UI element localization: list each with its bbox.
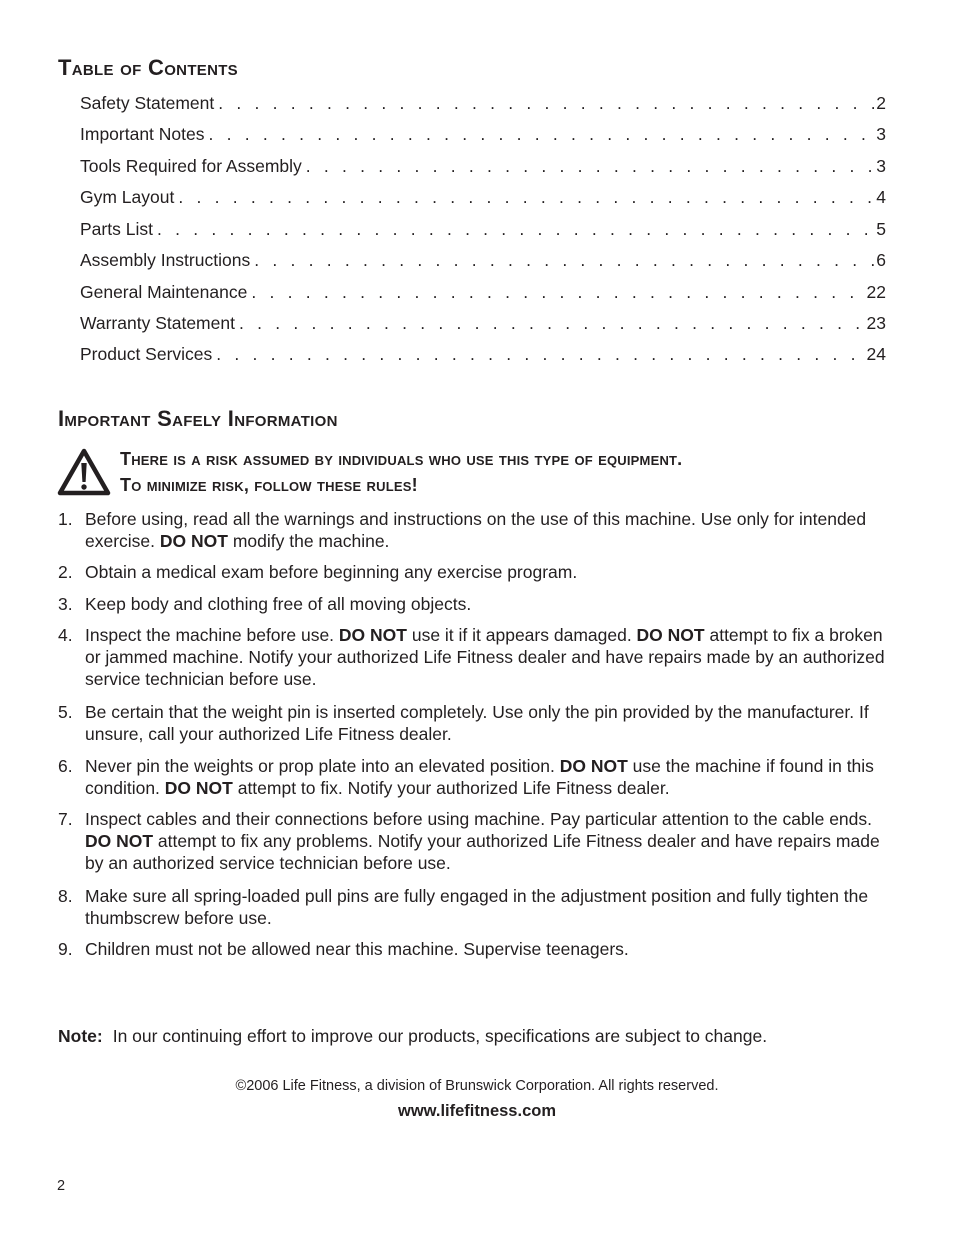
toc-entry-title: Parts List xyxy=(80,219,153,239)
safety-rule xyxy=(58,624,898,690)
rule-number: 4. xyxy=(58,625,73,645)
toc-dot-leader xyxy=(306,155,876,177)
toc-entry xyxy=(80,155,886,177)
warning-triangle-icon xyxy=(57,448,111,496)
toc-entry-title: Product Services xyxy=(80,344,213,364)
rule-text-part: modify the machine. xyxy=(227,531,390,551)
toc-dot-leader xyxy=(239,312,867,334)
toc-entry-page: 2 xyxy=(876,93,886,113)
rule-text xyxy=(85,938,898,960)
toc-entry-title: Important Notes xyxy=(80,124,205,144)
rule-emphasis: DO NOT xyxy=(636,625,705,645)
toc-entry xyxy=(80,343,886,365)
rule-text-part: Before using, read all the warnings and instructions on the use of this machine. Use only for intended exercise. xyxy=(85,509,867,551)
toc-dot-leader xyxy=(254,249,876,271)
note xyxy=(58,1025,767,1047)
toc-entry-title: Warranty Statement xyxy=(80,313,235,333)
warning-text-line-1: There is a risk assumed by individuals who use this type of equipment. xyxy=(120,449,683,469)
toc-entry-page: 22 xyxy=(866,282,886,302)
rule-number: 2. xyxy=(58,562,73,582)
rule-emphasis: DO NOT xyxy=(85,831,154,851)
toc-entry xyxy=(80,123,886,145)
rule-text xyxy=(85,508,898,552)
rule-text-part: Inspect cables and their connections before using machine. Pay particular attention to the cable ends. xyxy=(85,809,873,829)
rule-number: 6. xyxy=(58,756,73,776)
rule-number: 5. xyxy=(58,702,73,722)
safety-rule xyxy=(58,561,898,583)
rule-emphasis: DO NOT xyxy=(164,778,233,798)
rule-text-part: use it if it appears damaged. xyxy=(406,625,637,645)
note-text: In our continuing effort to improve our products, specifications are subject to change. xyxy=(112,1026,768,1046)
rule-text xyxy=(85,593,898,615)
toc-heading: Table of Contents xyxy=(58,55,238,80)
toc-entry-page: 3 xyxy=(876,156,886,176)
toc-entry-page: 3 xyxy=(876,124,886,144)
rule-text-part: Obtain a medical exam before beginning any exercise program. xyxy=(85,562,578,582)
rule-text-part: use the machine if found in this condition. xyxy=(85,756,874,798)
rule-number: 7. xyxy=(58,809,73,829)
toc-entry xyxy=(80,312,886,334)
rule-text-part: Children must not be allowed near this machine. Supervise teenagers. xyxy=(85,939,629,959)
toc-entry-title: Tools Required for Assembly xyxy=(80,156,302,176)
toc-entry-page: 5 xyxy=(876,219,886,239)
rule-text xyxy=(85,624,898,690)
rule-number: 1. xyxy=(58,509,73,529)
rule-text-part: attempt to fix a broken or jammed machine. Notify your authorized Life Fitness dealer and have repairs made by an authorized service technician before use. xyxy=(85,625,885,689)
toc-dot-leader xyxy=(157,218,876,240)
toc-dot-leader xyxy=(251,281,866,303)
toc-entry-page: 6 xyxy=(876,250,886,270)
rule-number: 3. xyxy=(58,594,73,614)
rule-number: 8. xyxy=(58,886,73,906)
rule-emphasis: DO NOT xyxy=(159,531,228,551)
toc-entry-page: 4 xyxy=(876,187,886,207)
rule-text-part: Be certain that the weight pin is inserted completely. Use only the pin provided by the manufacturer. If unsure, call your authorized Life Fitness dealer. xyxy=(85,702,869,744)
warning-text-line-2: To minimize risk, follow these rules! xyxy=(120,475,418,495)
rule-emphasis: DO NOT xyxy=(559,756,628,776)
toc-dot-leader xyxy=(216,343,866,365)
rule-emphasis: DO NOT xyxy=(338,625,407,645)
toc-entry xyxy=(80,186,886,208)
toc-entry xyxy=(80,92,886,114)
copyright-notice: ©2006 Life Fitness, a division of Brunswick Corporation. All rights reserved. xyxy=(235,1078,719,1094)
toc-entry-title: Assembly Instructions xyxy=(80,250,251,270)
rule-text-part: attempt to fix any problems. Notify your authorized Life Fitness dealer and have repairs made by an authorized service technician before use. xyxy=(85,831,880,873)
rule-text xyxy=(85,808,898,874)
safety-rule xyxy=(58,938,898,960)
rule-text-part: Never pin the weights or prop plate into an elevated position. xyxy=(85,756,560,776)
safety-rule xyxy=(58,593,898,615)
toc-entry xyxy=(80,281,886,303)
rule-text xyxy=(85,701,898,745)
rule-text xyxy=(85,561,898,583)
safety-rule xyxy=(58,808,898,874)
toc-dot-leader xyxy=(218,92,876,114)
toc-entry-title: Gym Layout xyxy=(80,187,175,207)
rule-text-part: Make sure all spring-loaded pull pins are fully engaged in the adjustment position and fully tighten the thumbscrew before use. xyxy=(85,886,869,928)
safety-rule xyxy=(58,755,898,799)
rule-text xyxy=(85,755,898,799)
website-url: www.lifefitness.com xyxy=(397,1102,556,1120)
rule-text-part: Keep body and clothing free of all moving objects. xyxy=(85,594,472,614)
toc-entry-page: 23 xyxy=(866,313,886,333)
rule-text-part: Inspect the machine before use. xyxy=(85,625,339,645)
rule-text xyxy=(85,885,898,929)
safety-heading: Important Safely Information xyxy=(58,406,338,431)
safety-rule xyxy=(58,885,898,929)
safety-rule xyxy=(58,508,898,552)
toc-dot-leader xyxy=(178,186,876,208)
toc-entry-title: Safety Statement xyxy=(80,93,215,113)
toc-dot-leader xyxy=(209,123,877,145)
rule-text-part: attempt to fix. Notify your authorized Life Fitness dealer. xyxy=(232,778,670,798)
toc-entry xyxy=(80,218,886,240)
safety-rule xyxy=(58,701,898,745)
toc-entry-page: 24 xyxy=(866,344,886,364)
page-number: 2 xyxy=(57,1178,66,1194)
note-label: Note: xyxy=(58,1026,103,1046)
toc-entry-title: General Maintenance xyxy=(80,282,248,302)
rule-number: 9. xyxy=(58,939,73,959)
toc-entry xyxy=(80,249,886,271)
